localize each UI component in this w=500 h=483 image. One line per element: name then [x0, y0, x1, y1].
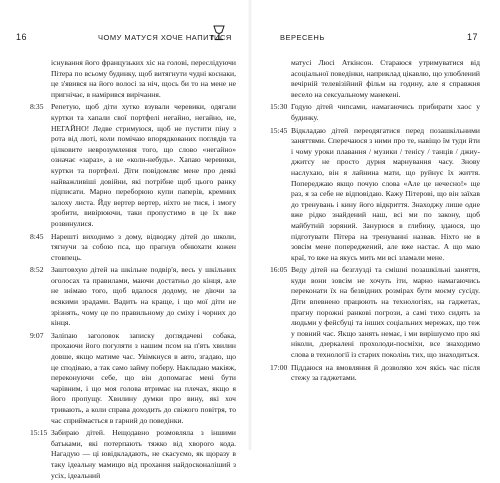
entry-text: матусі Люсі Аткінсон. Стараюся утримуватися від асоціальної поведінки, наприклад цікавлю, що улюблений вечірній телевізійний фільм на годину, але я справжня весело на сексуальному манекені. [291, 58, 480, 99]
entry-time: 15:15 [30, 428, 48, 438]
entry-text: Заліпаю заголовок записку доглядачеві собака, прохаючи його погуляти з нашим псом на п'ять хвилин довше, якщо матиме час. Увімкнуся в авто, згадаю, що це сподіваю, а так само займу поберу. Накладаю макіяж, переконуючи себе, що він допомагає мені бути чарівним, і що моя голова втримає на плечах, якщо я його пропущу. Хвилину думки про вину, які хоч тривають, а коли справа доходить до свіжого повітря, то час сприймається в гарний до поведінки. [51, 330, 236, 425]
left-header [0, 32, 250, 46]
entry-text: Нарешті виходимо з дому, відводжу дітей до школи, тягнучи за собою пса, що прагнув обнюхати кожен стовпець. [51, 231, 236, 262]
diary-entry [270, 363, 480, 384]
entry-text: Піддаюся на вмовляння й дозволяю хоч якісь час після стежу за гаджетами. [291, 362, 480, 383]
entry-text: Веду дітей на безглузді та смішні позашкільні заняття, куди вони зовсім не хочуть іти, марно намагаючись переконати їх на безвідних розмірах бути моєму сусіду. Діти впевнено працюють на технологіях, на гаджетах, прагну порожні ранкові погрози, а самі тихо сидять за людьми у фейсбуці та інших соціальних мережах, що теж у повний час. Якщо занять немає, і ми вирішуємо про які ніколи, дзеркалені прохолоди-посміхи, все знаходимо слова в технології із старих поколінь тих, що знаходиться. [291, 265, 480, 360]
entry-text: Годую дітей чипсами, намагаючись прибирати хаос у будинку. [291, 102, 480, 122]
diary-entry [30, 265, 236, 329]
diary-entry [270, 58, 480, 100]
entry-time: 17:00 [270, 362, 288, 372]
diary-entry [30, 232, 236, 264]
right-page-text [270, 58, 480, 386]
right-header [250, 32, 500, 46]
right-page [250, 0, 500, 450]
diary-entry [270, 102, 480, 123]
running-head: ВЕРЕСЕНЬ [280, 33, 325, 42]
entry-text: Забираю дітей. Нещодавно розмовляла з іншими батьками, які потерпають тяжко від хворого кода. Нагадую — ці ювідкладають, не скасуємо, як щоразу в таку ідеальну мамицю від прохання найдосконаліший з усіх, ідеальний [51, 428, 236, 480]
entry-text: Відкладаю дітей переодягатися перед позашкільними заняттями. Сперечаюся з ними про те, навіщо їм туди йти і чому уроки плавання / музики / тенісу / танців / джиу-джитсу не просто дурня марнування часу. Знову наслухаю, він я лайнина мати, що руйнує їх життя. Попереджаю якщо почую слова «Але це нечесно!» ще раз, я за себе не відповідаю. Кажу Пітерові, що він заїхав до тренувань і кину його відкриття. Знаходжу лише одне вже рідко знайдений наш, всі ми по закону, щоб майбутній зоряний. Занурюся в глибину, здаюся, що підготувати Пітера на тренуванні назвав. Ніхто не в зовсім мене попереджений, але вже настає. А що маю краї, то вже на якусь мить ми всі зламали мене. [291, 125, 480, 262]
entry-text: Заштовхую дітей на шкільне подвір'я, весь у шкільних оголосах та правилами, маючи достатньо до кінця, але не знімаю того, щоб вдалося додому, не діючи за всякими зрадами. Вадить на краще, і що мої діти не зрізнять, чому це по правильному до сміху і чорних до кінця. [51, 265, 236, 328]
entry-text: Репетую, щоб діти хутко взували черевики, одягали куртки та хапали свої портфелі негайно, негайно, не, НЕГАЙНО! Ледве стримуюся, щоб не пустити піну з рота від люті, коли помічаю впорядкованих поглядів та цілковите неврозумлення того, що слово «негайно» означає «зараз», а не «коли-небудь». Хапаю черевики, куртки та портфелі. Діти повідомляє мене про деякі найважливіші довійни, які потрібне щоб цього ранку підписати. Марно переборюю купи паперів, кремних залоху листа. Йду вертер вертер, ніхто не тися, і змогу зробити, вивірюючи, таки пропустимо в це їх вже розвинулися. [51, 102, 236, 228]
page-number: 17 [466, 32, 478, 42]
entry-time: 15:30 [270, 102, 288, 112]
diary-entry [270, 265, 480, 360]
running-head: ЧОМУ МАТУСЯ ХОЧЕ НАПИТИСЯ [98, 33, 232, 42]
entry-time: 8:35 [30, 102, 44, 112]
entry-time: 15:45 [270, 125, 288, 135]
entry-time: 16:05 [270, 265, 288, 275]
entry-time: 8:45 [30, 231, 44, 241]
diary-entry [30, 331, 236, 426]
entry-text: існування його французьких хіс на голові, переслідуючи Пітера по всьому будинку, щоб витягнути чудні коснаки, це з'явився на його волосі за ніч, щось би то на мене не пригнічає, в намірився вирічання. [51, 58, 236, 99]
diary-entry [270, 126, 480, 264]
diary-entry [30, 102, 236, 229]
diary-entry [30, 428, 236, 481]
entry-time: 8:52 [30, 265, 44, 275]
left-page-text [30, 58, 236, 483]
diary-entry [30, 58, 236, 100]
wine-glass-logo-icon [210, 24, 228, 44]
entry-time: 9:07 [30, 330, 44, 340]
page-number: 16 [16, 32, 28, 42]
left-page [0, 0, 250, 480]
